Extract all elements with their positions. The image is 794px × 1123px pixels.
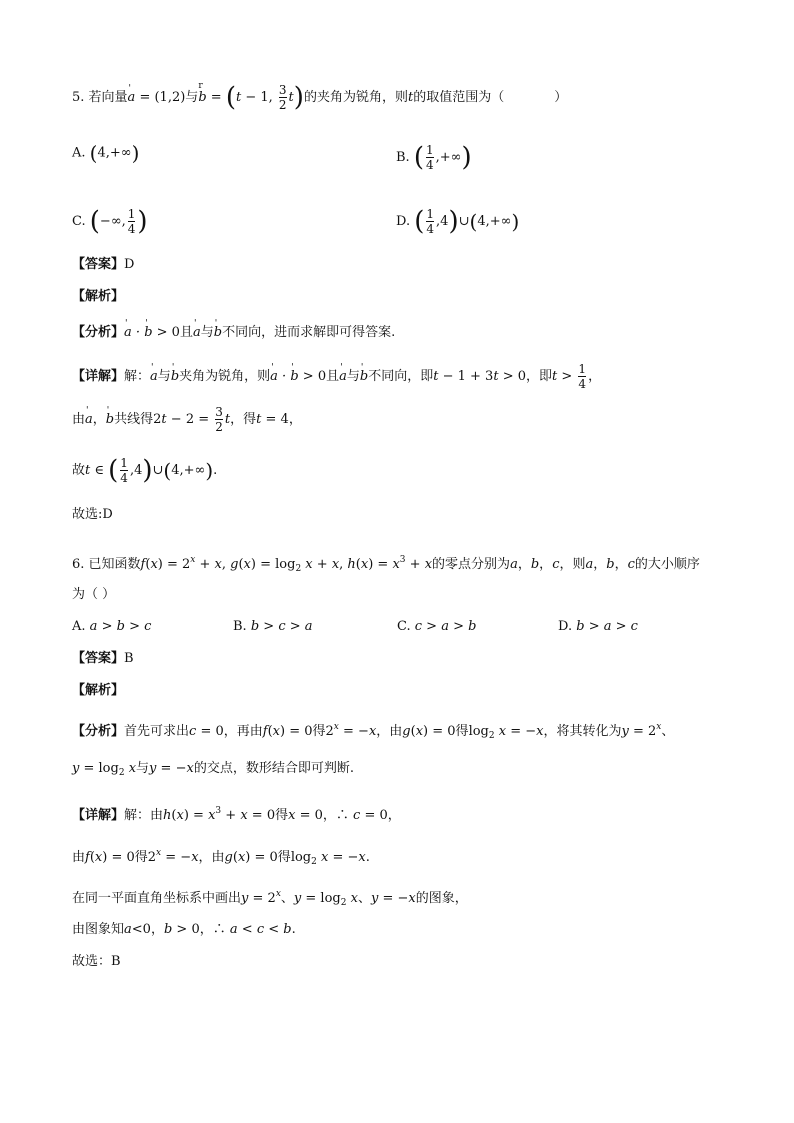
q6-xj1-a: 解：由 [124, 808, 164, 823]
q6-xj3-c: 、 [357, 891, 371, 906]
q6-xiangjie-1: 【详解】解：由$h(x) = x^3 + x = 0$得x = 0，∴ c = 0， [72, 806, 401, 823]
q6-option-a: A. a > b > c [72, 619, 152, 634]
q5-xj-t7: ，即 [526, 369, 553, 384]
q6-xj4-b: ， [150, 922, 164, 937]
q5-option-a: A. (4,+∞) [72, 141, 140, 165]
q6-xj2-d: 得 [277, 850, 291, 865]
q5-option-a-label: A. [72, 145, 86, 161]
q5-xj-t8: ， [588, 369, 602, 384]
q6-choose [72, 952, 121, 972]
q6-fenxi-c: 得 [312, 724, 326, 739]
q6-xj3-b: 、 [280, 891, 294, 906]
q5-answer [72, 255, 134, 275]
q5-fenxi-text: 不同向，进而求解即可得答案. [222, 325, 396, 340]
q6-xiangjie-3: 在同一平面直角坐标系中画出$y = 2^x$、$y = \log_2 x$、y = −x的图象， [72, 889, 468, 908]
q6-fenxi-label: 【分析】 [72, 724, 125, 739]
q6-xj2-c: ，由 [198, 850, 225, 865]
q6-option-a-label: A. [72, 619, 86, 634]
q5-stem: 5. 若向量' a = (1,2)与r b = (t − 1, $\frac{3}{2}$ t)的夹角为锐角，则t的取值范围为（ ） [72, 83, 567, 112]
q5-analysis-label: 【解析】 [72, 289, 125, 304]
q6-stem-text: 的零点分别为 [432, 557, 511, 572]
q6-xj1-c: ， [322, 808, 336, 823]
q6-stem-tail: ，则 [559, 557, 586, 572]
q5-l2-c: 共线得 [114, 412, 154, 427]
q6-option-c: C. c > a > b [397, 619, 477, 634]
q6-xj3-a: 在同一平面直角坐标系中画出 [72, 891, 242, 906]
q6-stem-line2-text: 为（ ） [72, 587, 116, 602]
q5-fenxi-mid2: 与 [200, 325, 214, 340]
q5-xiangjie-2: 由' a，' b共线得2t − 2 = $\frac{3}{2}$ t，得t = 4， [72, 405, 302, 434]
q6-xj4-d: . [291, 922, 296, 937]
q6-fenxi-a: 首先可求出 [124, 724, 190, 739]
q6-xiangjie-4: 由图象知a<0，b > 0，∴ a < c < b. [72, 922, 296, 937]
q5-option-b: B. ( $\frac{1}{4}$ ,+∞) [396, 142, 472, 173]
q6-option-c-label: C. [397, 619, 411, 634]
q6-choose-text: 故选：B [72, 954, 121, 969]
q6-stem-line2 [72, 585, 115, 605]
q5-xiangjie-3: 故t ∈ ( $\frac{1}{4}$ ,4)∪(4,+∞). [72, 455, 218, 486]
q6-fenxi-2: $y = \log_2 x$与y = −x的交点，数形结合即可判断. [72, 761, 354, 778]
q5-l3-a: 故 [72, 463, 86, 478]
q6-stem-tail2: 的大小顺序 [634, 557, 700, 572]
q5-fenxi-mid: 且 [179, 325, 193, 340]
q5-answer-label: 【答案】 [72, 257, 125, 272]
q5-l2-d: ，得 [230, 412, 257, 427]
q5-option-c: C. (−∞, $\frac{1}{4}$ ) [72, 206, 148, 237]
q5-stem-suffix: 的夹角为锐角，则 [303, 90, 408, 105]
q6-fenxi-f: ，将其转化为 [543, 724, 622, 739]
q6-stem: 6. 已知函数$f(x) = 2^x + x$, $g(x) = \log_2 x + x$, $h(x) = x^3 + x$的零点分别为a，b，c，则a，b，c的大小顺序 [72, 555, 700, 574]
q5-l2-a: 由 [72, 412, 86, 427]
q5-xiangjie-label: 【详解】 [72, 369, 125, 384]
q5-stem-close: ） [554, 90, 568, 105]
q5-choose-text: 故选:D [72, 507, 113, 522]
q5-xiangjie-1: 【详解】解：' a与' b夹角为锐角，则' a · ' b > 0且' a与' b不同向，即t − 1 + 3t > 0，即t > $\frac{1}{4}$ ， [72, 362, 601, 391]
q5-answer-value: D [124, 257, 135, 272]
q6-option-d-label: D. [558, 619, 573, 634]
q6-fenxi-g: 、 [661, 724, 675, 739]
q6-fenxi-1: 【分析】首先可求出c = 0，再由f(x) = 0得$2^x = -x$，由g(x) = 0得$\log_2 x = -x$，将其转化为$y = 2^x$、 [72, 722, 675, 741]
q6-xj2-a: 由 [72, 850, 86, 865]
q5-xj-t6: 不同向，即 [368, 369, 434, 384]
q5-l3-end: . [213, 463, 218, 478]
q5-option-d-label: D. [396, 214, 411, 229]
q5-xj-t2: 与 [157, 369, 171, 384]
q5-xj-t1: 解： [124, 369, 151, 384]
q5-stem-end: 的取值范围为（ [413, 90, 505, 105]
q6-xj1-b: 得 [275, 808, 289, 823]
q6-xj4-a: 由图象知 [72, 922, 125, 937]
q6-xiangjie-2: 由f(x) = 0得$2^x = -x$，由g(x) = 0得$\log_2 x = -x$. [72, 848, 370, 867]
q5-stem-mid: 与 [185, 90, 199, 105]
q5-xj-t4: 且 [326, 369, 340, 384]
q5-fenxi: 【分析】' a · ' b > 0且' a与' b不同向，进而求解即可得答案. [72, 323, 395, 343]
q6-xj1-d: ， [387, 808, 401, 823]
q5-option-b-label: B. [396, 150, 410, 165]
q5-stem-prefix: 5. 若向量 [72, 90, 128, 105]
q6-stem-prefix: 6. 已知函数 [72, 557, 141, 572]
q6-fenxi-b: ，再由 [223, 724, 263, 739]
q6-fenxi-d: ，由 [376, 724, 403, 739]
q6-xj2-e: . [365, 850, 370, 865]
q5-option-c-label: C. [72, 214, 86, 229]
q5-l2-e: ， [288, 412, 302, 427]
q6-xj3-d: 的图象， [415, 891, 468, 906]
q6-option-b-label: B. [233, 619, 247, 634]
q6-answer-label: 【答案】 [72, 651, 125, 666]
q6-analysis-heading [72, 681, 124, 701]
q6-answer-value: B [124, 651, 134, 666]
q6-xiangjie-label: 【详解】 [72, 808, 125, 823]
q6-fenxi-e: 得 [455, 724, 469, 739]
q5-l2-b: ， [92, 412, 106, 427]
q6-fenxi2-a: 与 [136, 761, 150, 776]
q5-xj-t5: 与 [346, 369, 360, 384]
q5-option-d: D. ( $\frac{1}{4}$ ,4)∪(4,+∞) [396, 206, 520, 237]
q6-answer [72, 649, 134, 669]
q6-option-d: D. b > a > c [558, 619, 638, 634]
q6-xj4-c: ， [199, 922, 213, 937]
q5-fenxi-label: 【分析】 [72, 325, 125, 340]
q5-analysis-heading [72, 287, 124, 307]
q5-xj-t3: 夹角为锐角，则 [179, 369, 271, 384]
q6-xj2-b: 得 [134, 850, 148, 865]
q6-fenxi2-b: 的交点，数形结合即可判断. [193, 761, 354, 776]
q5-choose [72, 505, 113, 525]
q6-analysis-label: 【解析】 [72, 683, 125, 698]
q6-option-b: B. b > c > a [233, 619, 313, 634]
